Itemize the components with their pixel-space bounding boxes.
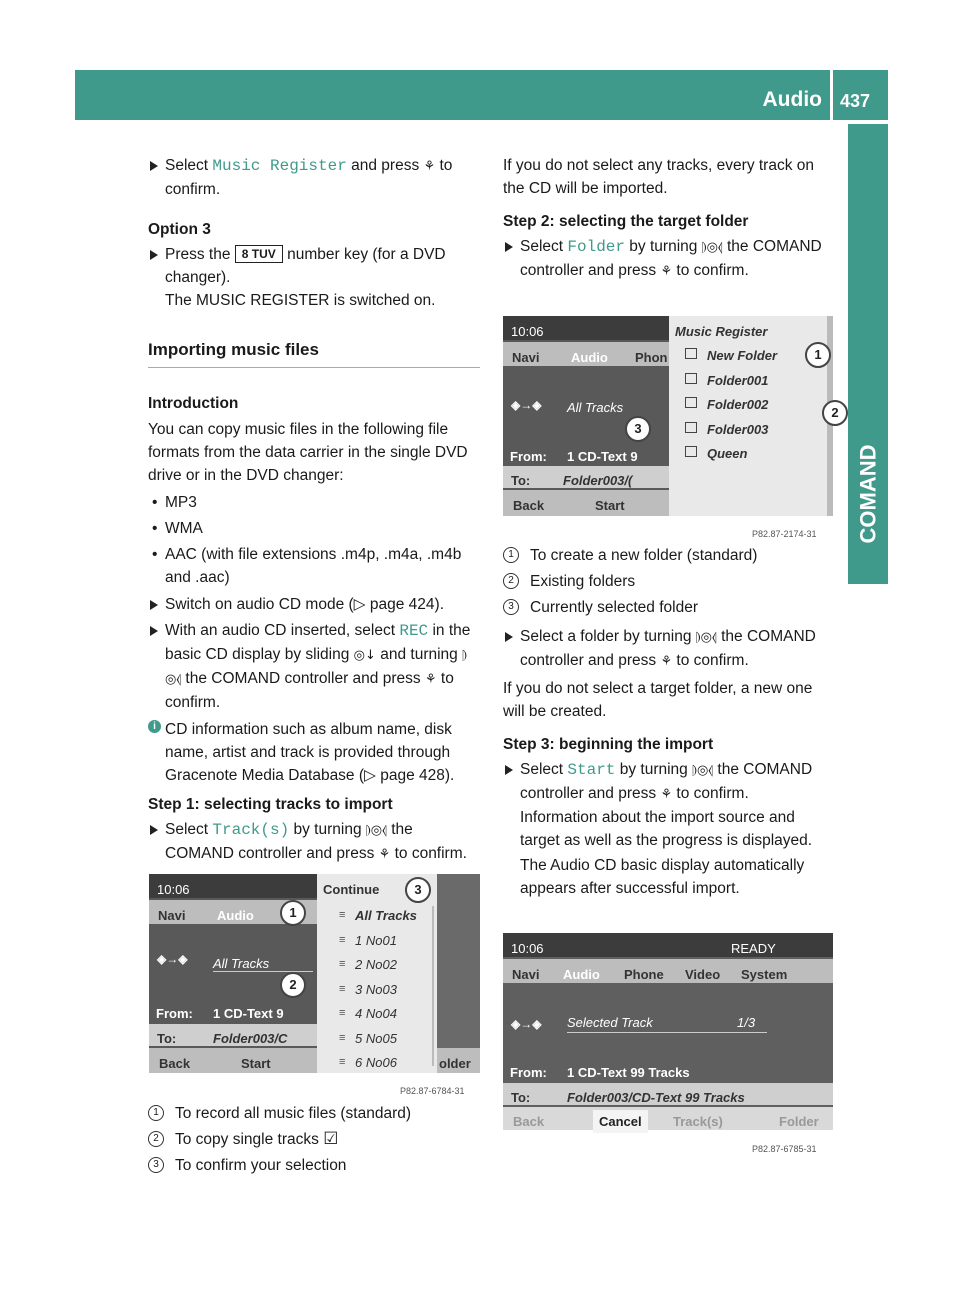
track-check-icon: ≡ [339, 909, 346, 921]
folder-checkbox-icon [685, 422, 697, 433]
folder-checkbox-icon [685, 373, 697, 384]
paragraph: The Audio CD basic display automatically appears after successful import. [520, 857, 805, 897]
track-check-icon: ≡ [339, 982, 346, 995]
press-icon: ⚘ [660, 264, 673, 279]
screenshot-import-progress: 10:06 READY Navi Audio Phone Video System ◈→◈ Selected Track 1/3 From: 1 CD-Text 99 Tracks To: Folder003/CD-Text 99 Tracks Back Cancel Track(s) Folder [503, 933, 833, 1130]
track-list-item: 4 No04 [355, 1006, 397, 1021]
track-list-item: 3 No03 [355, 981, 397, 997]
instruction: Switch on audio CD mode (▷ page 424). [148, 593, 480, 616]
section-title: Audio [762, 88, 822, 111]
list-item: • WMA [148, 517, 480, 540]
step-heading: Step 1: selecting tracks to import [148, 796, 393, 813]
side-tab-label: COMAND [855, 444, 881, 544]
folder-checkbox-icon [685, 348, 697, 359]
list-item: • AAC (with file extensions .m4p, .m4a, .m4b and .aac) [148, 543, 480, 589]
slide-icon: ◎↓ [353, 648, 376, 663]
track-list-item: 2 No02 [355, 957, 397, 972]
info-icon: i [148, 720, 161, 733]
turn-icon: ⦈◎⦉ [165, 648, 467, 687]
left-column [148, 154, 480, 866]
press-icon: ⚘ [660, 787, 673, 802]
instruction: Select Folder by turning ⦈◎⦉ the COMAND controller and press ⚘ to confirm. [503, 235, 835, 283]
instruction: Select a folder by turning ⦈◎⦉ the COMAND controller and press ⚘ to confirm. [503, 625, 835, 673]
paragraph: You can copy music files in the following file formats from the data carrier in the single DVD drive or in the DVD changer: [148, 421, 468, 484]
press-icon: ⚘ [423, 159, 436, 174]
track-check-icon: ≡ [339, 1031, 346, 1044]
figure-id: P82.87-6785-31 [752, 1144, 817, 1154]
instruction: Select Music Register and press ⚘ to confirm. [148, 154, 480, 201]
screen-button: Track(s) [673, 1114, 723, 1129]
checkbox-icon: ☑ [323, 1129, 339, 1149]
legend-item: 3 Currently selected folder [503, 596, 835, 619]
figure-id: P82.87-6784-31 [400, 1086, 465, 1096]
menu-item: Audio [563, 967, 600, 982]
folder-list-item: New Folder [707, 348, 778, 363]
left-legend [148, 1102, 480, 1177]
list-item: • MP3 [148, 491, 480, 514]
track-list-item: 5 No05 [355, 1030, 397, 1046]
folder-checkbox-icon [685, 446, 697, 457]
side-tab-label-wrap [848, 124, 888, 584]
screen-button: Cancel [593, 1110, 648, 1133]
folder-checkbox-icon [685, 397, 697, 408]
header-separator [830, 70, 833, 120]
track-list-item: 6 No06 [355, 1055, 397, 1070]
track-check-icon: ≡ [339, 933, 346, 946]
menu-item: System [741, 967, 788, 982]
press-icon: ⚘ [660, 654, 673, 669]
track-list-item: All Tracks [355, 908, 417, 923]
track-check-icon: ≡ [339, 1007, 346, 1019]
legend-item: 3 To confirm your selection [148, 1154, 480, 1177]
menu-item: Video [685, 967, 721, 982]
legend-item: 1 To record all music files (standard) [148, 1102, 480, 1125]
instruction: Press the 8 TUV number key (for a DVD changer). The MUSIC REGISTER is switched on. [148, 243, 480, 312]
instruction: Select Track(s) by turning ⦈◎⦉ the COMAND controller and press ⚘ to confirm. [148, 818, 480, 866]
page-number: 437 [840, 91, 871, 111]
screen-button: Back [513, 1114, 545, 1129]
folder-list-item: Folder002 [707, 397, 769, 412]
option-heading: Option 3 [148, 221, 211, 238]
turn-icon: ⦈◎⦉ [692, 763, 714, 778]
screen-button: Folder [779, 1114, 819, 1129]
menu-item: Navi [512, 967, 540, 982]
legend-item: 1 To create a new folder (standard) [503, 544, 835, 567]
figure-id: P82.87-2174-31 [752, 529, 817, 539]
menu-item: Phone [624, 967, 664, 982]
folder-list-item: Folder001 [707, 372, 769, 388]
right-legend [503, 544, 835, 900]
instruction: With an audio CD inserted, select REC in the basic CD display by sliding ◎↓ and turning ⦈◎⦉ the COMAND controller and press ⚘ to confirm. [148, 619, 480, 714]
press-icon: ⚘ [424, 672, 437, 687]
instruction: Select Start by turning ⦈◎⦉ the COMAND controller and press ⚘ to confirm. Information about the import source and target as well as the progress is displayed. [503, 758, 835, 852]
turn-icon: ⦈◎⦉ [365, 823, 387, 838]
legend-item: 2 Existing folders [503, 570, 835, 593]
turn-icon: ⦈◎⦉ [695, 630, 717, 645]
folder-list-item: Folder003 [707, 421, 769, 437]
info-note: i CD information such as album name, disk name, artist and track is provided through Gracenote Media Database (▷ page 428). [148, 718, 480, 787]
paragraph: If you do not select any tracks, every track on the CD will be imported. [503, 157, 815, 197]
press-icon: ⚘ [378, 847, 391, 862]
paragraph: If you do not select a target folder, a new one will be created. [503, 680, 813, 720]
step-heading: Step 3: beginning the import [503, 736, 714, 753]
legend-item: 2 To copy single tracks ☑ [148, 1128, 480, 1151]
track-list-item: 1 No01 [355, 932, 397, 948]
number-key-8: 8 TUV [235, 245, 283, 263]
folder-list-item: Queen [707, 446, 748, 461]
section-heading: Importing music files [148, 338, 480, 368]
screenshot-target-folder: 10:06 Navi Audio Phon ◈→◈ All Tracks From: 1 CD-Text 9 To: Folder003/( Back Start Music Register New Folder Folder001 Folder002 Folder003 Queen 1 2 3 [503, 316, 833, 516]
screenshot-track-selection: 10:06 Navi Audio ◈→◈ All Tracks From: 1 CD-Text 9 To: Folder003/C Back Start Continue All Tracks ≡ 1 No01 ≡ 2 No02 ≡ 3 No03 ≡ 4 No04 ≡ 5 No05 ≡ 6 No06 ≡ older 1 2 3 [149, 874, 480, 1073]
track-check-icon: ≡ [339, 1056, 346, 1068]
turn-icon: ⦈◎⦉ [701, 240, 723, 255]
right-column [503, 154, 835, 283]
track-check-icon: ≡ [339, 958, 346, 970]
subheading: Introduction [148, 395, 239, 412]
step-heading: Step 2: selecting the target folder [503, 213, 749, 230]
